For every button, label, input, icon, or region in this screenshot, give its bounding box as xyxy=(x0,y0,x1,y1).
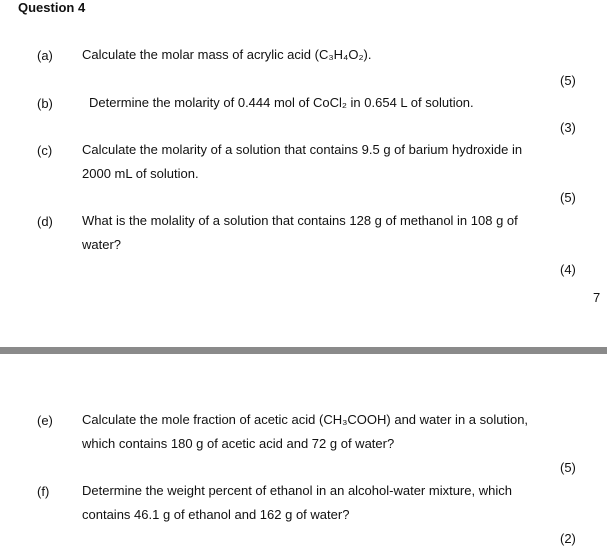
part-c-marks: (5) xyxy=(560,190,576,205)
part-e-text-line2: which contains 180 g of acetic acid and 72 g of water? xyxy=(82,436,395,451)
part-a-text: Calculate the molar mass of acrylic acid (C₃H₄O₂). xyxy=(82,47,372,62)
part-c-text-line2: 2000 mL of solution. xyxy=(82,166,199,181)
part-f-text-line2: contains 46.1 g of ethanol and 162 g of water? xyxy=(82,507,350,522)
part-c-label: (c) xyxy=(37,143,53,158)
part-d-marks: (4) xyxy=(560,262,576,277)
part-a-label: (a) xyxy=(37,48,53,63)
part-f-text-line1: Determine the weight percent of ethanol in an alcohol-water mixture, which xyxy=(82,483,512,498)
part-f-label: (f) xyxy=(37,484,50,499)
part-a-marks: (5) xyxy=(560,73,576,88)
part-d-text-line2: water? xyxy=(82,237,122,252)
page-number: 7 xyxy=(593,290,601,305)
part-b-label: (b) xyxy=(37,96,53,111)
part-e-marks: (5) xyxy=(560,460,576,475)
part-d-text-line1: What is the molality of a solution that contains 128 g of methanol in 108 g of xyxy=(82,213,518,228)
part-b-text: Determine the molarity of 0.444 mol of CoCl₂ in 0.654 L of solution. xyxy=(89,95,474,110)
part-e-text-line1: Calculate the mole fraction of acetic acid (CH₃COOH) and water in a solution, xyxy=(82,412,529,427)
part-c-text-line1: Calculate the molarity of a solution that contains 9.5 g of barium hydroxide in xyxy=(82,142,523,157)
question-title: Question 4 xyxy=(18,0,86,15)
part-b-marks: (3) xyxy=(560,120,576,135)
part-d-label: (d) xyxy=(37,214,53,229)
page-divider xyxy=(0,347,607,354)
part-e-label: (e) xyxy=(37,413,53,428)
part-f-marks: (2) xyxy=(560,531,576,546)
